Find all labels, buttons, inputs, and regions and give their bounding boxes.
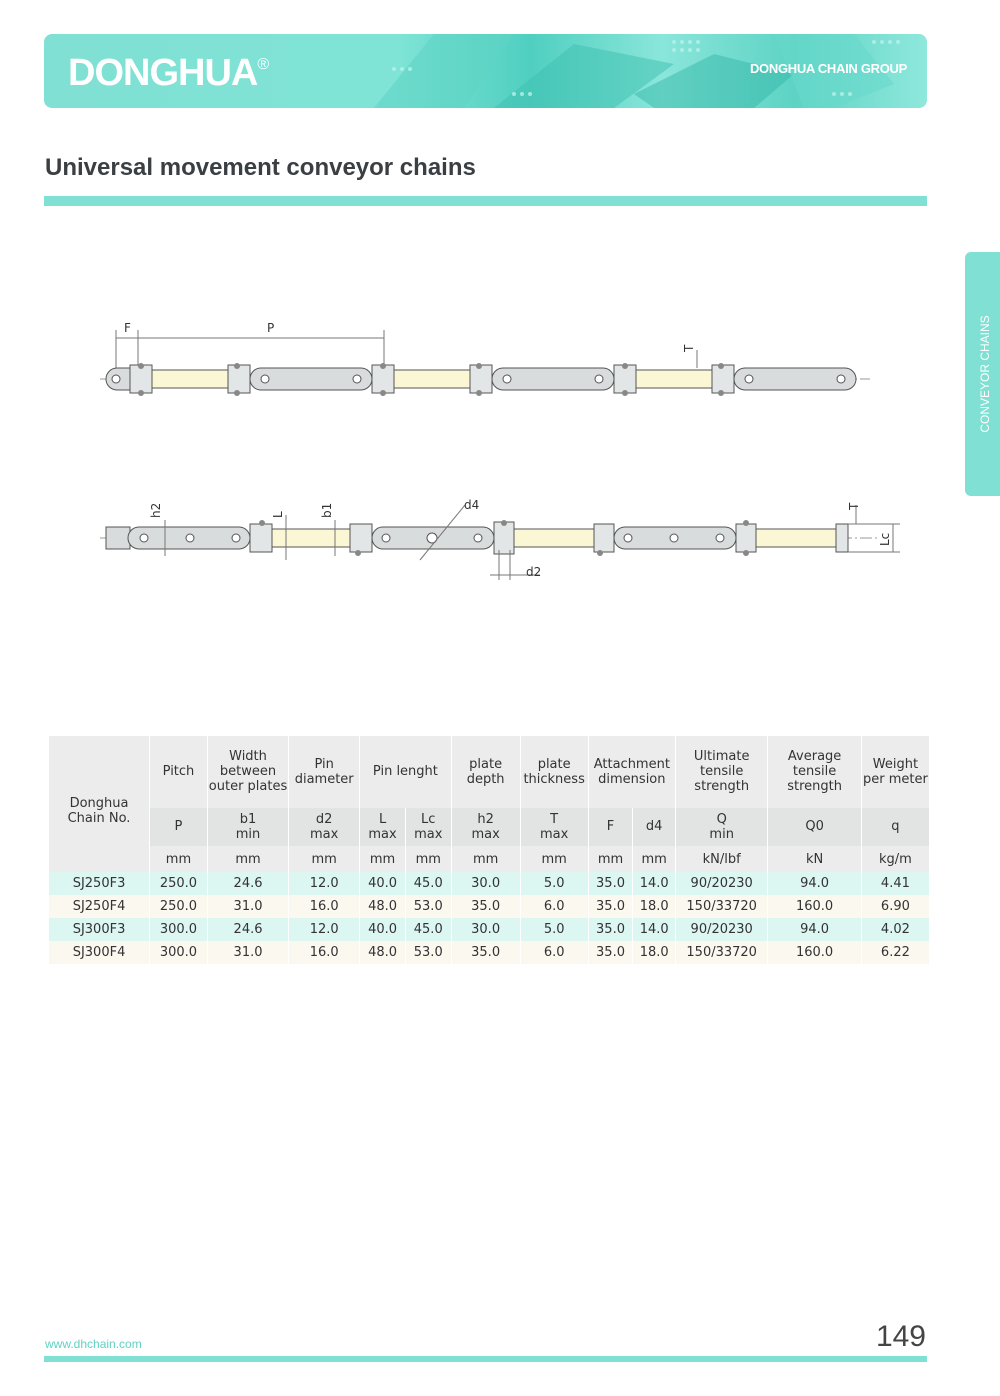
table-cell: 30.0 (451, 918, 520, 941)
table-row (49, 895, 930, 918)
header-pitch: Pitch (150, 736, 208, 808)
table-cell: 35.0 (588, 872, 633, 895)
table-cell: 24.6 (207, 918, 288, 941)
sym-d4: d4 (633, 808, 676, 846)
brand-logo: DONGHUA® (68, 52, 269, 94)
sym-d2: d2 max (289, 808, 360, 846)
unit-blank (49, 846, 150, 872)
table-cell: 40.0 (360, 918, 406, 941)
sym-F: F (588, 808, 633, 846)
page-number: 149 (875, 1320, 926, 1353)
header-plate-thickness: plate thickness (520, 736, 588, 808)
table-cell: SJ250F4 (49, 895, 150, 918)
table-cell: 16.0 (289, 895, 360, 918)
table-cell: SJ300F3 (49, 918, 150, 941)
table-cell: 45.0 (405, 872, 451, 895)
table-row (49, 872, 930, 895)
unit-cell: kg/m (861, 846, 929, 872)
table-cell: 4.02 (861, 918, 929, 941)
unit-cell: mm (150, 846, 208, 872)
spec-table (49, 736, 930, 964)
header-chain-no: Donghua Chain No. (49, 736, 150, 846)
header-attachment: Attachment dimension (588, 736, 675, 808)
table-cell: 35.0 (451, 895, 520, 918)
unit-cell: mm (289, 846, 360, 872)
sym-Q: Q min (675, 808, 767, 846)
group-name: DONGHUA CHAIN GROUP (749, 61, 907, 76)
header-pin-length: Pin lenght (360, 736, 451, 808)
unit-cell: kN/lbf (675, 846, 767, 872)
unit-cell: kN (768, 846, 861, 872)
table-cell: 14.0 (633, 918, 676, 941)
label-h2: h2 (149, 502, 163, 518)
page-title: Universal movement conveyor chains (45, 154, 476, 181)
side-tab-label: CONVEYOR CHAINS (978, 315, 992, 433)
sym-Q0: Q0 (768, 808, 861, 846)
table-cell: 35.0 (588, 941, 633, 964)
unit-cell: mm (588, 846, 633, 872)
table-cell: 14.0 (633, 872, 676, 895)
label-T-top: T (682, 344, 696, 352)
sym-T: T max (520, 808, 588, 846)
table-cell: 150/33720 (675, 941, 767, 964)
table-cell: 90/20230 (675, 872, 767, 895)
top-view (100, 330, 870, 396)
label-d2: d2 (526, 565, 542, 579)
sym-h2: h2 max (451, 808, 520, 846)
table-cell: 6.0 (520, 941, 588, 964)
label-Lc: Lc (878, 532, 892, 546)
table-cell: 12.0 (289, 918, 360, 941)
label-T-bottom: T (847, 502, 861, 510)
table-cell: 35.0 (588, 895, 633, 918)
unit-cell: mm (451, 846, 520, 872)
table-cell: 48.0 (360, 895, 406, 918)
table-cell: SJ250F3 (49, 872, 150, 895)
table-cell: 45.0 (405, 918, 451, 941)
unit-cell: mm (405, 846, 451, 872)
sym-Lc: Lc max (405, 808, 451, 846)
label-b1: b1 (320, 502, 334, 518)
table-cell: 40.0 (360, 872, 406, 895)
table-cell: 35.0 (451, 941, 520, 964)
table-cell: 4.41 (861, 872, 929, 895)
table-cell: 250.0 (150, 895, 208, 918)
table-cell: 12.0 (289, 872, 360, 895)
chain-drawing (0, 310, 1000, 600)
footer-url[interactable]: www.dhchain.com (45, 1337, 142, 1351)
table-cell: 30.0 (451, 872, 520, 895)
footer-bar (44, 1356, 927, 1362)
table-cell: 18.0 (633, 941, 676, 964)
table-row (49, 918, 930, 941)
header-pin-diameter: Pin diameter (289, 736, 360, 808)
table-cell: 35.0 (588, 918, 633, 941)
unit-cell: mm (360, 846, 406, 872)
table-row (49, 941, 930, 964)
table-cell: 18.0 (633, 895, 676, 918)
header-weight: Weight per meter (861, 736, 929, 808)
unit-cell: mm (207, 846, 288, 872)
header-plate-depth: plate depth (451, 736, 520, 808)
unit-row (49, 846, 930, 872)
label-P: P (267, 321, 275, 335)
sym-b1: b1 min (207, 808, 288, 846)
table-cell: 31.0 (207, 941, 288, 964)
header-ultimate: Ultimate tensile strength (675, 736, 767, 808)
table-cell: 6.22 (861, 941, 929, 964)
label-L: L (271, 511, 285, 518)
label-d4: d4 (464, 498, 480, 512)
table-cell: 31.0 (207, 895, 288, 918)
table-cell: 48.0 (360, 941, 406, 964)
unit-cell: mm (633, 846, 676, 872)
header-average: Average tensile strength (768, 736, 861, 808)
table-cell: 300.0 (150, 941, 208, 964)
table-cell: 6.90 (861, 895, 929, 918)
table-cell: 6.0 (520, 895, 588, 918)
table-cell: 94.0 (768, 872, 861, 895)
table-cell: 150/33720 (675, 895, 767, 918)
table-cell: 90/20230 (675, 918, 767, 941)
sym-q: q (861, 808, 929, 846)
table-cell: 250.0 (150, 872, 208, 895)
header-width: Width between outer plates (207, 736, 288, 808)
table-cell: 53.0 (405, 895, 451, 918)
table-cell: 24.6 (207, 872, 288, 895)
table-cell: 16.0 (289, 941, 360, 964)
sym-P: P (150, 808, 208, 846)
header-row (49, 736, 930, 808)
table-cell: 160.0 (768, 941, 861, 964)
table-cell: 53.0 (405, 941, 451, 964)
table-cell: 300.0 (150, 918, 208, 941)
header-banner (44, 34, 927, 108)
symbol-row (49, 808, 930, 846)
table-cell: 160.0 (768, 895, 861, 918)
unit-cell: mm (520, 846, 588, 872)
table-cell: SJ300F4 (49, 941, 150, 964)
title-underline (44, 196, 927, 206)
table-cell: 5.0 (520, 872, 588, 895)
bottom-view (100, 502, 900, 580)
label-F: F (124, 321, 131, 335)
sym-L: L max (360, 808, 406, 846)
table-cell: 94.0 (768, 918, 861, 941)
table-cell: 5.0 (520, 918, 588, 941)
